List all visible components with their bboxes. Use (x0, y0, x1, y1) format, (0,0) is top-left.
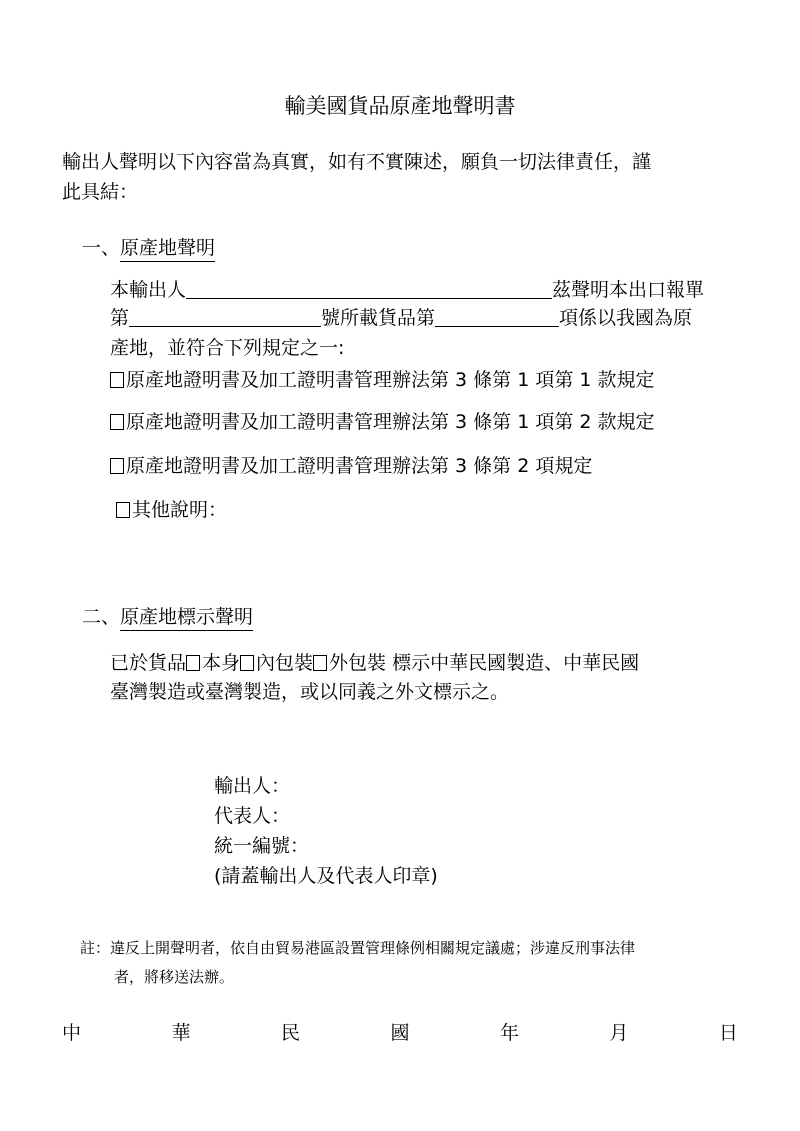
date-label: 民 (280, 1022, 300, 1044)
date-label: 月 (609, 1022, 629, 1044)
exporter-prefix: 本輸出人 (110, 279, 187, 301)
option-rule-3-1-2 (110, 407, 655, 434)
checkbox-outer-package[interactable] (313, 655, 327, 671)
section2-line-1 (110, 648, 639, 675)
option-outer-package-label: 外包裝 (329, 652, 387, 674)
declaration-suffix: 茲聲明本出口報單 (552, 279, 705, 301)
goods-item-prefix: 號所載貨品第 (321, 307, 436, 329)
marking-prefix: 已於貨品 (110, 652, 187, 674)
checkbox[interactable] (110, 372, 124, 388)
section1-heading (82, 233, 215, 260)
date-label: 年 (499, 1022, 519, 1044)
intro-line-1: 輸出人聲明以下內容當為真實，如有不實陳述，願負一切法律責任，謹 (62, 151, 652, 173)
option-body-label: 本身 (202, 652, 241, 674)
seal-note: (請蓋輸出人及代表人印章) (214, 865, 438, 887)
section2-heading-number: 二、 (82, 606, 121, 628)
option-rule-3-2 (110, 451, 592, 478)
option-inner-package-label: 內包裝 (256, 652, 314, 674)
goods-item-blank[interactable] (435, 308, 559, 327)
origin-text: 項係以我國為原 (559, 307, 693, 329)
declaration-number-blank[interactable] (129, 308, 321, 327)
declaration-number-prefix: 第 (110, 307, 130, 329)
option-other (116, 495, 227, 522)
section1-line-3: 產地，並符合下列規定之一: (110, 337, 345, 359)
exporter-label: 輸出人： (214, 775, 291, 797)
checkbox[interactable] (110, 458, 124, 474)
checkbox[interactable] (116, 502, 130, 518)
option-label: 其他說明： (132, 499, 228, 521)
section1-line-2 (110, 303, 692, 330)
legal-note-line-1: 註：違反上開聲明者，依自由貿易港區設置管理條例相關規定議處；涉違反刑事法律 (80, 939, 636, 957)
option-label: 原產地證明書及加工證明書管理辦法第 3 條第 2 項規定 (126, 455, 593, 477)
date-label: 華 (171, 1022, 191, 1044)
uniform-number-label: 統一編號： (214, 835, 310, 857)
section2-heading (82, 602, 253, 629)
document-title: 輸美國貨品原產地聲明書 (284, 94, 516, 118)
marking-text: 標示中華民國製造、中華民國 (386, 652, 640, 674)
option-label: 原產地證明書及加工證明書管理辦法第 3 條第 1 項第 2 款規定 (126, 411, 655, 433)
date-label: 國 (390, 1022, 410, 1044)
section1-line-1 (110, 275, 704, 302)
intro-line-2: 此具結： (62, 181, 139, 203)
date-label: 中 (62, 1022, 82, 1044)
checkbox-inner-package[interactable] (240, 655, 254, 671)
option-rule-3-1-1 (110, 365, 655, 392)
section1-heading-number: 一、 (82, 237, 121, 259)
option-label: 原產地證明書及加工證明書管理辦法第 3 條第 1 項第 1 款規定 (126, 369, 655, 391)
section1-heading-text: 原產地聲明 (120, 237, 215, 262)
section2-heading-text: 原產地標示聲明 (120, 606, 253, 631)
date-row (62, 1018, 738, 1045)
exporter-name-blank[interactable] (186, 280, 552, 299)
representative-label: 代表人： (214, 805, 291, 827)
checkbox[interactable] (110, 414, 124, 430)
date-label: 日 (718, 1022, 738, 1044)
section2-line-2: 臺灣製造或臺灣製造，或以同義之外文標示之。 (110, 681, 510, 703)
legal-note-line-2: 者，將移送法辦。 (114, 968, 235, 986)
checkbox-body[interactable] (186, 655, 200, 671)
